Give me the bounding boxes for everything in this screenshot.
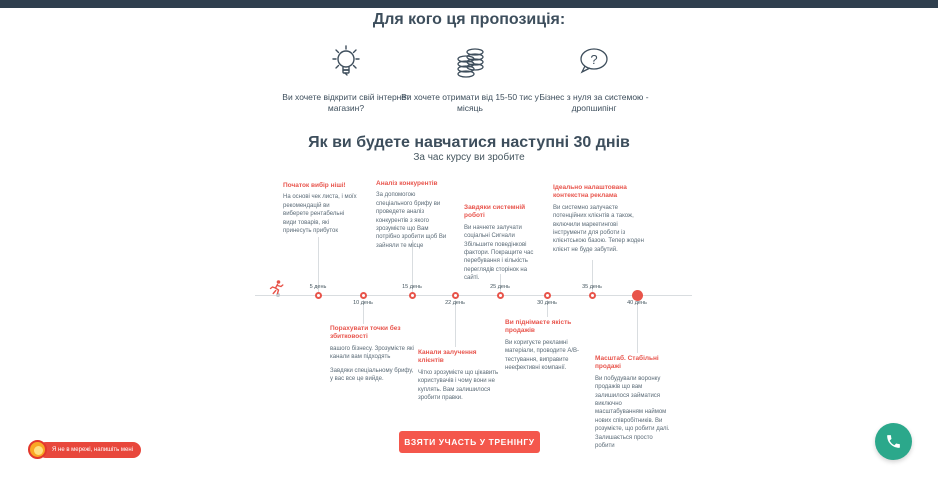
offline-chat-label[interactable]: Я не в мережі, напишіть мені	[38, 442, 141, 458]
call-button[interactable]	[875, 423, 912, 460]
milestone-body: вашого бізнесу. Зрозумієте які канали вам підходять	[330, 345, 414, 361]
milestone-breakeven-points	[330, 325, 418, 383]
milestone-contextual-ads	[553, 184, 648, 254]
offer-section-title: Для кого ця пропозиція:	[372, 11, 566, 28]
milestone-systematic-work	[464, 204, 544, 283]
phone-icon	[885, 433, 902, 450]
milestone-body: Завдяки спеціальному брифу, у вас все це вийде.	[330, 367, 414, 383]
milestone-body: Чітко зрозумієте що цікавить користувачів і чому вони не куплять. Вам залишилося зробити правки.	[418, 369, 499, 402]
timeline-dot-day35	[589, 292, 596, 299]
timeline-day-label: 5 день	[309, 284, 327, 290]
offer-item-label: Ви хочете отримати від 15-50 тис у місяць	[401, 92, 539, 114]
timeline-dot-day15	[409, 292, 416, 299]
milestone-title: Аналіз конкурентів	[376, 180, 438, 187]
milestone-title: Масштаб. Стабільні продажі	[595, 355, 659, 371]
milestone-body: Ви коригуєте рекламні матеріали, проводите А/В-тестування, виправите неефективні компанії.	[505, 339, 579, 372]
milestone-title: Початок вибір ніші!	[283, 182, 346, 189]
timeline-day-label: 10 день	[353, 300, 373, 306]
milestone-body: За допомогою спеціального брифу ви проведете аналіз конкурентів з якого зрозумієте що Вам потрібно зробити щоб Ви зайняли те місце	[376, 192, 447, 249]
svg-text:?: ?	[590, 52, 598, 67]
timeline-dot-day10	[360, 292, 367, 299]
runner-icon	[269, 279, 284, 300]
milestone-title: Порахувати точки без збитковості	[330, 325, 401, 341]
timeline-day-label: 40 день	[627, 300, 647, 306]
top-bar	[0, 0, 938, 8]
chat-avatar-icon[interactable]	[28, 440, 47, 459]
milestone-scale-stable-sales	[595, 355, 670, 450]
milestone-client-channels	[418, 349, 502, 402]
course-section-subtitle: За час курсу ви зробите	[413, 152, 525, 163]
join-training-button[interactable]: ВЗЯТИ УЧАСТЬ У ТРЕНІНГУ	[399, 431, 540, 453]
timeline-connector	[637, 302, 638, 353]
milestone-body: Ви начнете залучати соціальні Сигнали Збільшите поведінкові фактори. Покращите час перебування і кількість переглядів сторінок на сайті.	[464, 224, 534, 282]
timeline-day-label: 35 день	[582, 284, 602, 290]
course-section-title: Як ви будете навчатися наступні 30 днів	[308, 134, 630, 151]
timeline-day-label: 22 день	[445, 300, 465, 306]
milestone-body: Ви побудували воронку продажів що вам залишилося займатися виключно масштабуванням наймом нових співробітників. Ви розумієте, що робити далі. Залишається просто робити	[595, 375, 670, 449]
timeline-dot-day25	[497, 292, 504, 299]
milestone-title: Завдяки системній роботі	[464, 204, 526, 220]
timeline-day-label: 15 день	[402, 284, 422, 290]
milestone-title: Канали залучення клієнтів	[418, 349, 477, 365]
timeline-dot-day22	[452, 292, 459, 299]
milestone-body: Ви системно залучаєте потенційних клієнтів а також, включили маркетингові інструменти для роботи із клієнтською базою. Тепер жоден клієнт не буде забутий.	[553, 204, 644, 253]
milestone-competitor-analysis	[376, 180, 448, 250]
milestone-title: Ви піднімаєте якість продажів	[505, 319, 572, 335]
offer-item-label: Бізнес з нуля за системою - дропшипінг	[539, 92, 649, 114]
timeline-connector	[455, 300, 456, 347]
timeline-day-label: 25 день	[490, 284, 510, 290]
milestone-sales-quality	[505, 319, 597, 372]
timeline-day-label: 30 день	[537, 300, 557, 306]
offer-item-dropshipping	[516, 42, 672, 114]
milestone-title: Ідеально налаштована контекстна реклама	[553, 184, 627, 200]
milestone-niche-selection	[283, 182, 357, 235]
timeline-dot-day5	[315, 292, 322, 299]
milestone-body: На основі чек листа, і моїх рекомендацій ви виберете рентабельні види товарів, які принесуть прибуток	[283, 194, 357, 234]
question-bubble-icon	[516, 42, 672, 86]
timeline-dot-day30	[544, 292, 551, 299]
offer-item-label: Ви хочете відкрити свій інтернет магазин?	[282, 92, 410, 114]
